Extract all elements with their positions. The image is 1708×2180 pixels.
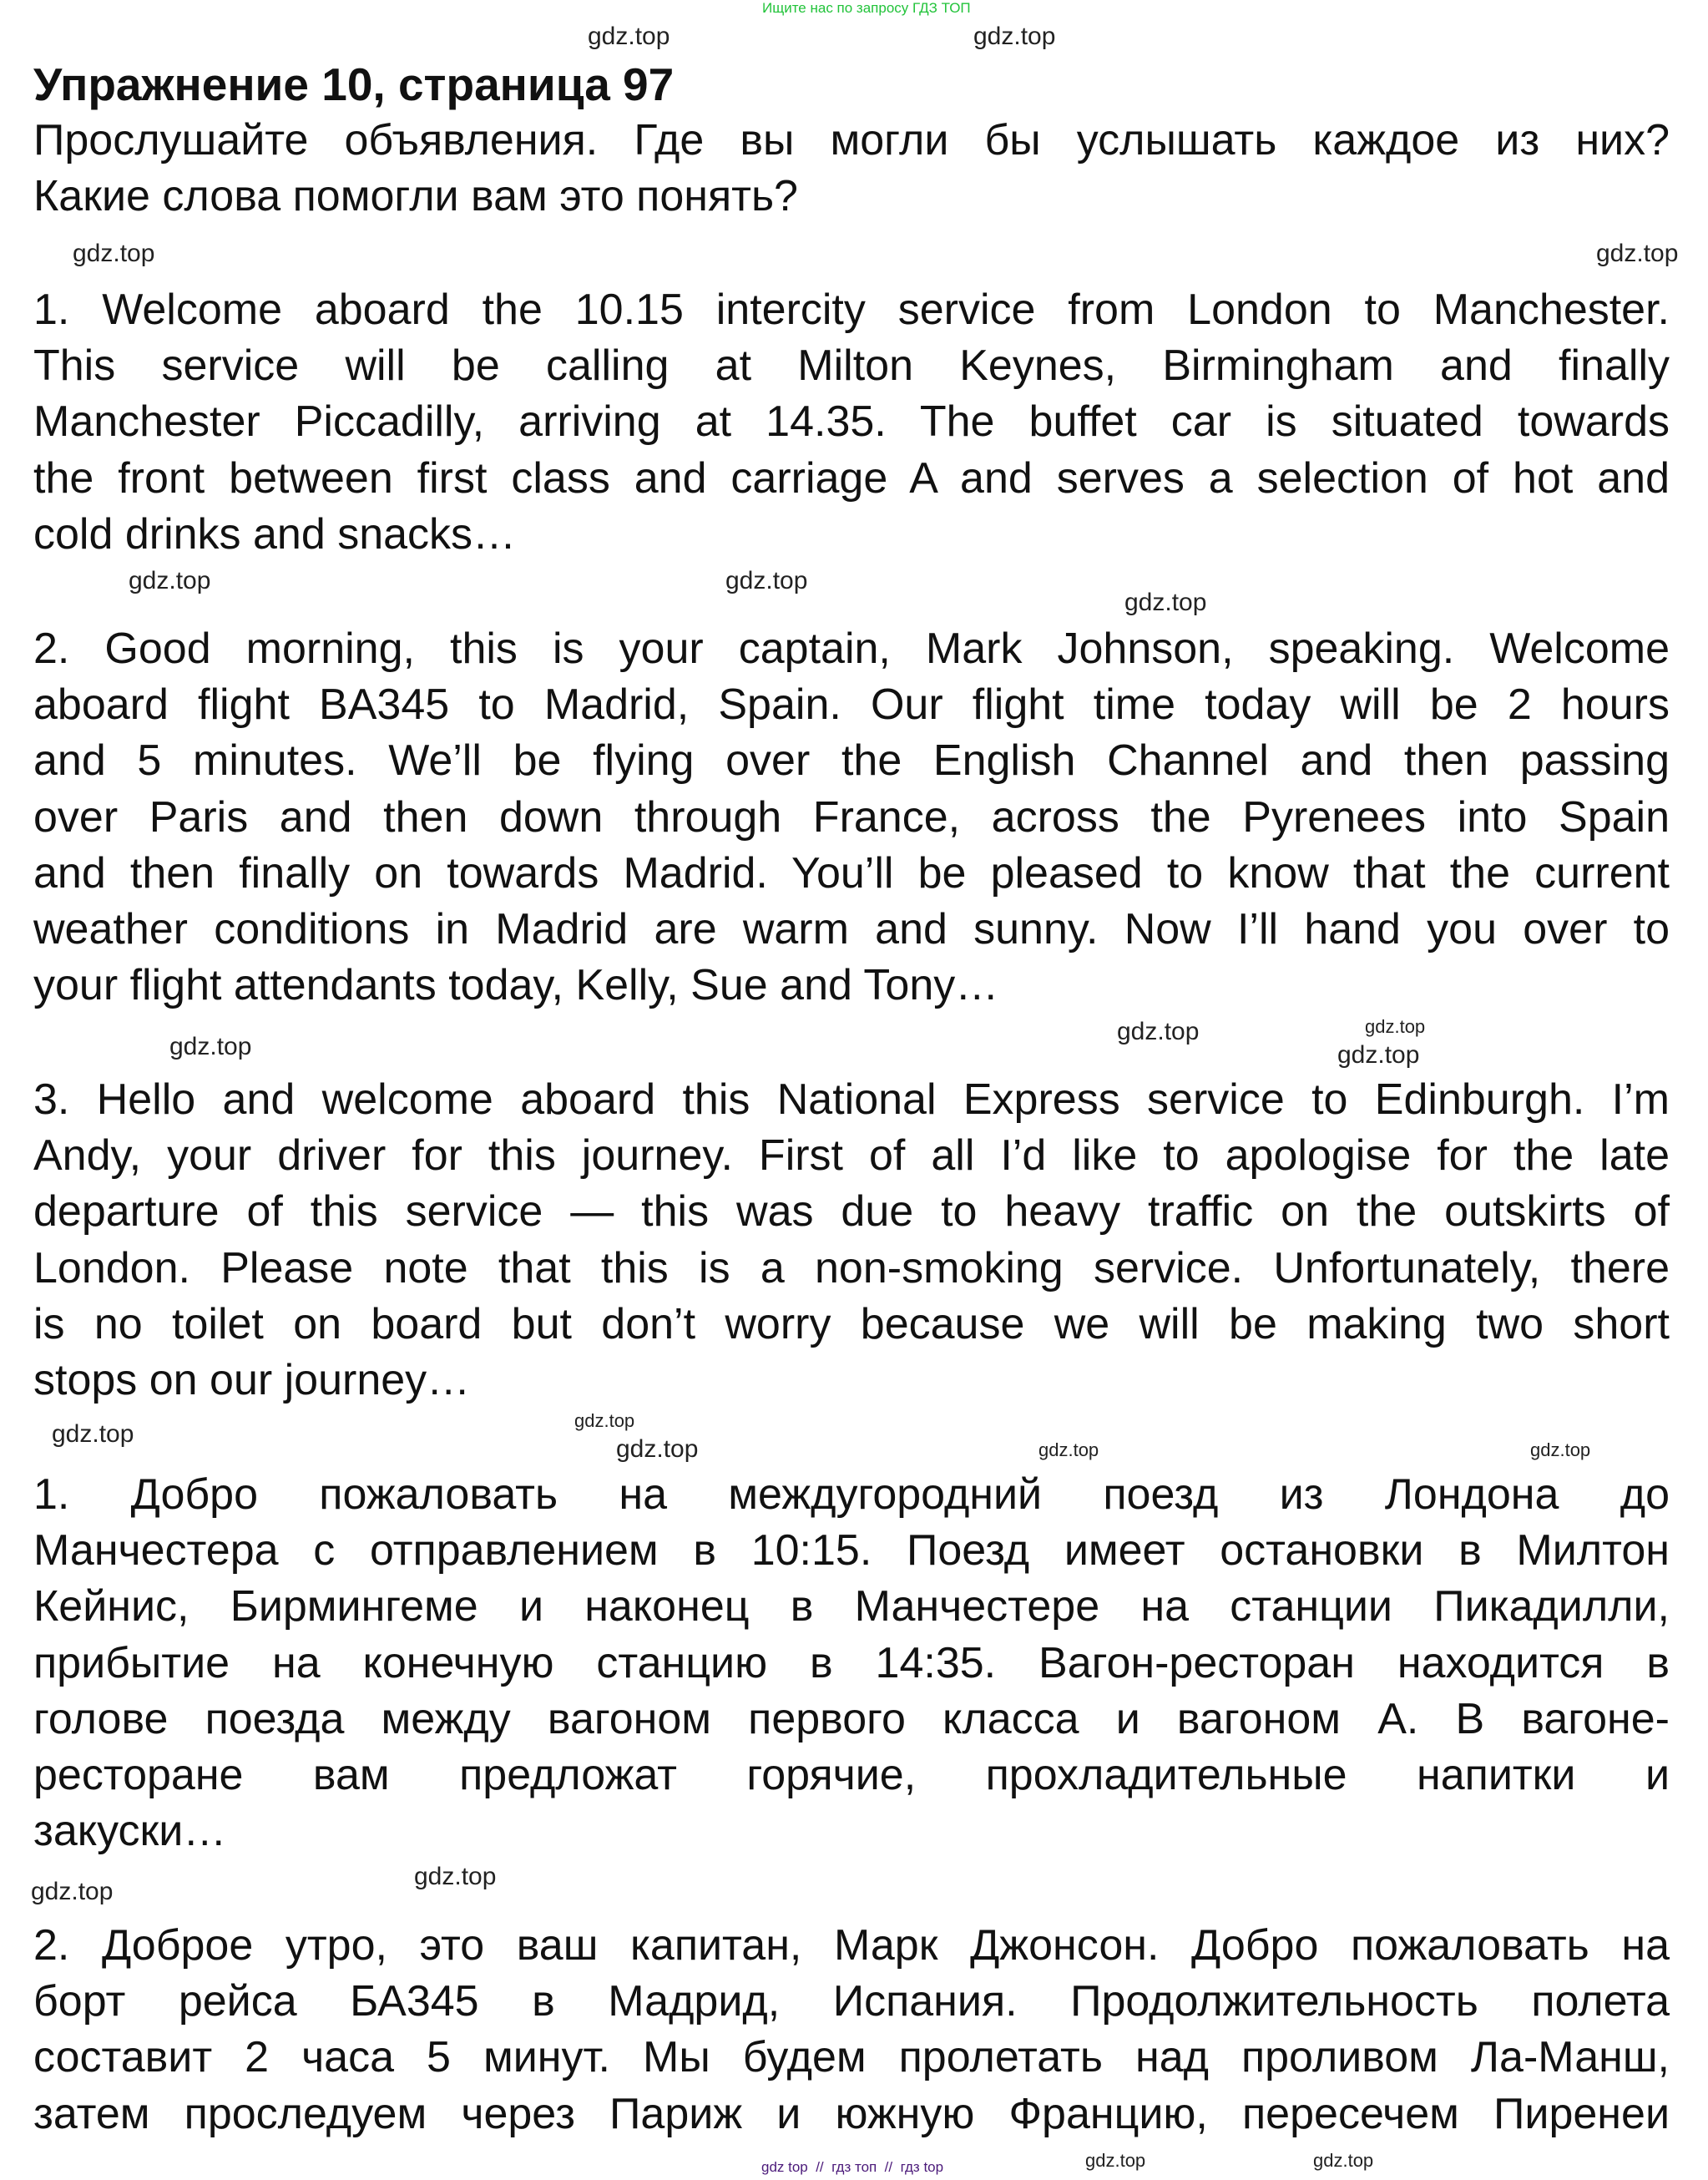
watermark: gdz.top [31, 1878, 114, 1905]
watermark: gdz.top [1596, 240, 1679, 267]
text-line: London. Please note that this is a non-smoking service. Unfortunately, there [33, 1243, 1670, 1292]
watermark: gdz.top [52, 1420, 134, 1448]
text-line: Кейнис, Бирмингеме и наконец в Манчестере на станции Пикадилли, [33, 1582, 1670, 1631]
watermark: gdz.top [973, 23, 1056, 50]
paragraph-en-3 [33, 1072, 1670, 1409]
text-line: Andy, your driver for this journey. First of all I’d like to apologise for the late [33, 1131, 1670, 1181]
exercise-instruction [33, 113, 1670, 225]
watermark: gdz.top [588, 23, 670, 50]
text-line: is no toilet on board but don’t worry because we will be making two short [33, 1299, 1670, 1348]
text-line: Манчестера с отправлением в 10:15. Поезд имеет остановки в Милтон [33, 1526, 1670, 1576]
watermark: gdz.top [1313, 2150, 1374, 2171]
paragraph-en-2 [33, 621, 1670, 1014]
text-line: Manchester Piccadilly, arriving at 14.35. The buffet car is situated towards [33, 397, 1670, 447]
text-line: прибытие на конечную станцию в 14:35. Вагон-ресторан находится в [33, 1638, 1670, 1687]
watermark: gdz.top [574, 1410, 635, 1431]
text-line: cold drinks and snacks… [33, 509, 517, 559]
footer-banner: gdz top // гдз топ // гдз top [761, 2159, 944, 2175]
watermark: gdz.top [169, 1033, 252, 1060]
text-line: and then finally on towards Madrid. You’ll be pleased to know that the current [33, 848, 1670, 898]
text-line: the front between first class and carriage A and serves a selection of hot and [33, 453, 1670, 503]
text-line: weather conditions in Madrid are warm and sunny. Now I’ll hand you over to [33, 904, 1670, 953]
text-line: голове поезда между вагоном первого класса и вагоном А. В вагоне- [33, 1694, 1670, 1743]
watermark: gdz.top [73, 240, 155, 267]
paragraph-ru-1 [33, 1467, 1670, 1859]
watermark: gdz.top [1085, 2150, 1146, 2171]
text-line: 2. Доброе утро, это ваш капитан, Марк Джонсон. Добро пожаловать на [33, 1921, 1670, 1970]
watermark: gdz.top [1530, 1439, 1591, 1460]
text-line: over Paris and then down through France, across the Pyrenees into Spain [33, 792, 1670, 842]
text-line: ресторане вам предложат горячие, прохладительные напитки и [33, 1750, 1670, 1799]
watermark: gdz.top [1117, 1018, 1200, 1045]
page-title: Упражнение 10, страница 97 [33, 58, 675, 110]
text-line: 3. Hello and welcome aboard this National Express service to Edinburgh. I’m [33, 1075, 1670, 1124]
text-line: aboard flight BA345 to Madrid, Spain. Our flight time today will be 2 hours [33, 680, 1670, 730]
text-line: your flight attendants today, Kelly, Sue and Tony… [33, 961, 999, 1010]
paragraph-ru-2 [33, 1918, 1670, 2142]
watermark: gdz.top [725, 567, 808, 594]
text-line: departure of this service — this was due to heavy traffic on the outskirts of [33, 1187, 1670, 1237]
watermark: gdz.top [1124, 589, 1207, 616]
text-line: stops on our journey… [33, 1355, 471, 1404]
text-line: составит 2 часа 5 минут. Мы будем пролетать над проливом Ла-Манш, [33, 2033, 1670, 2082]
watermark: gdz.top [616, 1435, 699, 1463]
text-line: This service will be calling at Milton Keynes, Birmingham and finally [33, 341, 1670, 391]
text-line: борт рейса БА345 в Мадрид, Испания. Продолжительность полета [33, 1977, 1670, 2026]
watermark: gdz.top [1038, 1439, 1099, 1460]
text-line: and 5 minutes. We’ll be flying over the English Channel and then passing [33, 736, 1670, 786]
text-line: закуски… [33, 1807, 227, 1856]
text-line: 1. Добро пожаловать на междугородний поезд из Лондона до [33, 1470, 1670, 1519]
watermark: gdz.top [414, 1863, 497, 1890]
instruction-line: Какие слова помогли вам это понять? [33, 172, 798, 221]
watermark: gdz.top [1337, 1041, 1420, 1069]
text-line: затем проследуем через Париж и южную Францию, пересечем Пиренеи [33, 2089, 1670, 2138]
text-line: 2. Good morning, this is your captain, Mark Johnson, speaking. Welcome [33, 625, 1670, 673]
watermark: gdz.top [1365, 1016, 1426, 1037]
watermark: gdz.top [129, 567, 211, 594]
search-hint-banner: Ищите нас по запросу ГДЗ ТОП [762, 0, 971, 16]
text-line: 1. Welcome aboard the 10.15 intercity service from London to Manchester. [33, 286, 1670, 334]
instruction-line: Прослушайте объявления. Где вы могли бы услышать каждое из них? [33, 116, 1670, 164]
paragraph-en-1 [33, 282, 1670, 563]
